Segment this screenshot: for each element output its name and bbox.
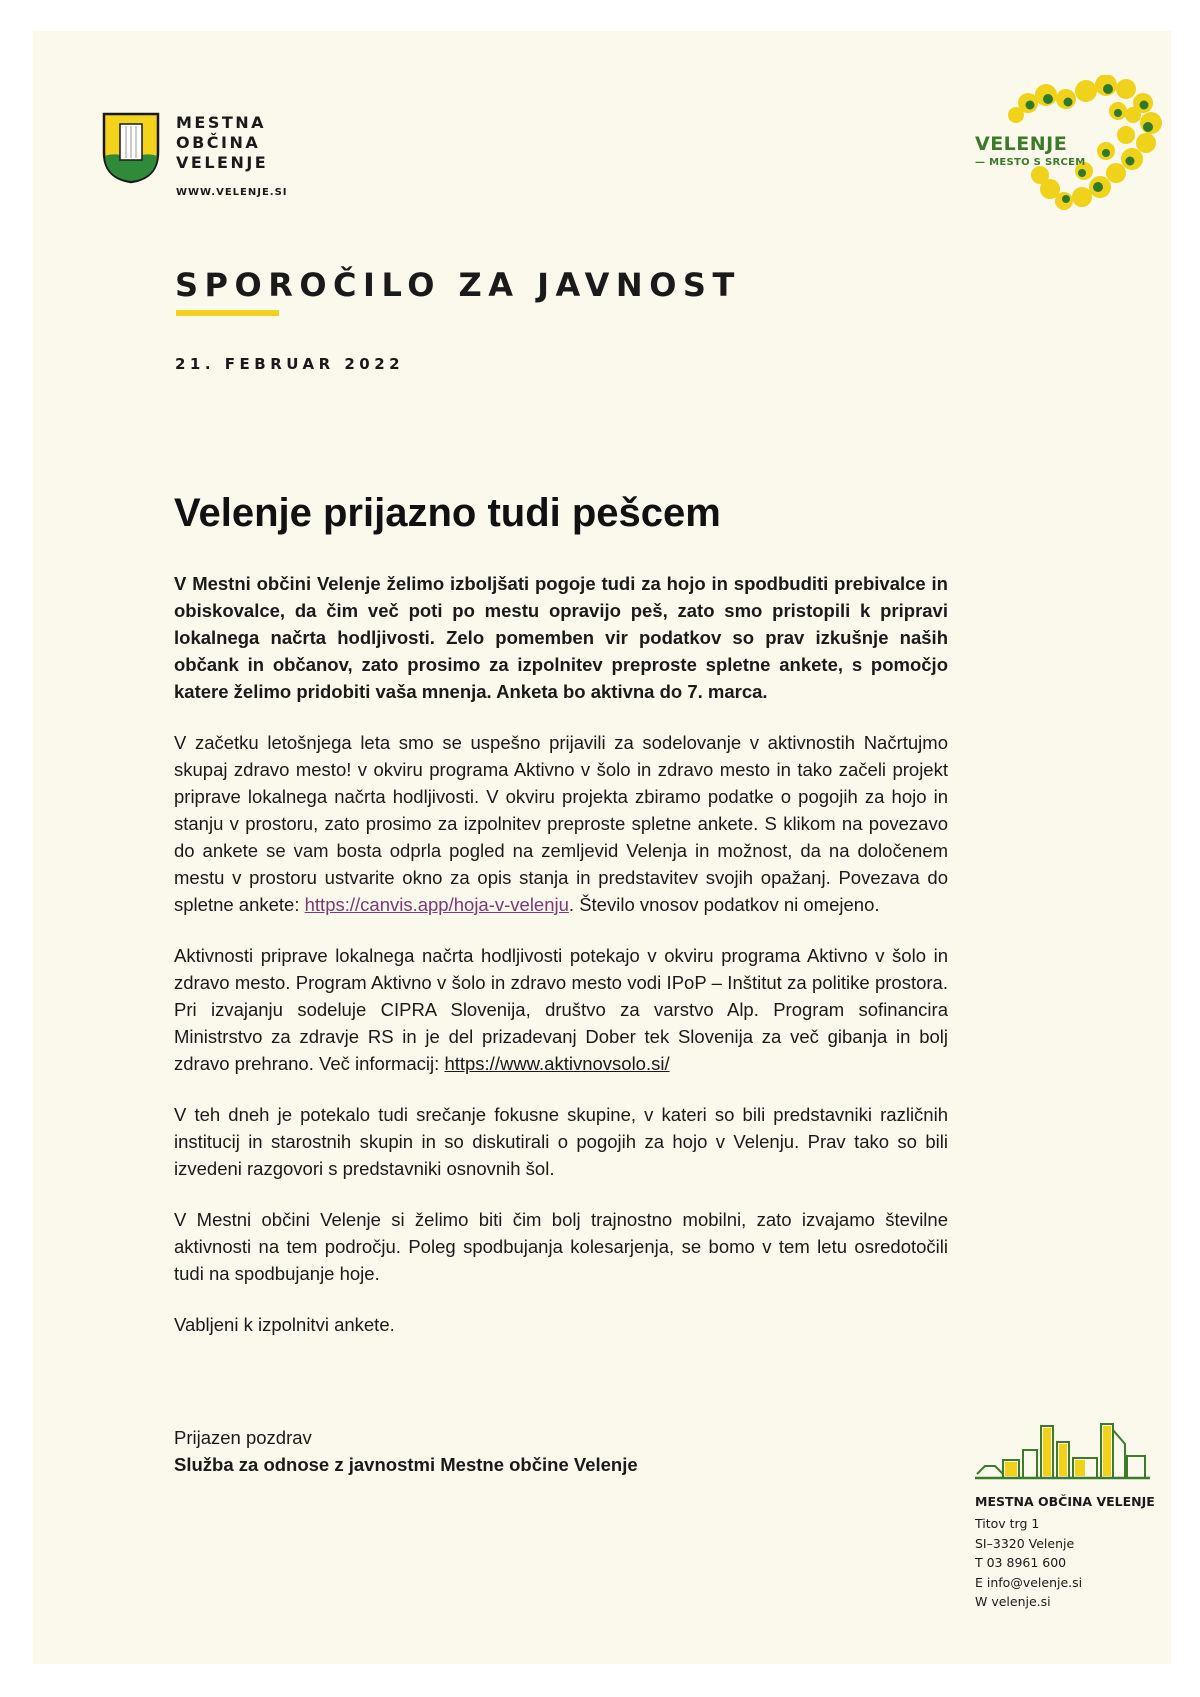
- org-name-line-2: OBČINA: [176, 133, 261, 152]
- city-logo-slogan: — MESTO S SRCEM: [975, 157, 1086, 168]
- org-name: [176, 113, 268, 173]
- page-title: Velenje prijazno tudi pešcem: [174, 491, 721, 535]
- body-text: [174, 570, 948, 1362]
- program-link[interactable]: https://www.aktivnovsolo.si/: [444, 1053, 670, 1074]
- footer-phone: T 03 8961 600: [975, 1555, 1067, 1570]
- city-skyline-icon: [975, 1420, 1150, 1482]
- paragraph-1-text: V začetku letošnjega leta smo se uspešno prijavili za sodelovanje v aktivnostih Načrtujmo skupaj zdravo mesto! v okviru programa Aktivno v šolo in zdravo mesto in tako začeli projekt priprave lokalnega načrta hodljivosti. V okviru projekta zbiramo podatke o pogojih za hojo in stanju v prostoru, zato prosimo za izpolnitev preproste spletne ankete. S klikom na povezavo do ankete se vam bosta odprla pogled na zemljevid Velenja in možnost, da na določenem mestu v prostoru ustvarite okno za opis stanja in predstavitev svojih opažanj. Povezava do spletne ankete:: [174, 732, 948, 915]
- footer-address: [975, 1514, 1082, 1612]
- paragraph-3: V teh dneh je potekalo tudi srečanje fokusne skupine, v kateri so bili predstavniki različnih institucij in starostnih skupin in so diskutirali o pogojih za hojo v Velenju. Prav tako so bili izvedeni razgovori s predstavniki osnovnih šol.: [174, 1104, 948, 1179]
- footer-street: Titov trg 1: [975, 1516, 1040, 1531]
- footer-postcode: SI–3320 Velenje: [975, 1535, 1075, 1551]
- document-date: 21. FEBRUAR 2022: [175, 355, 405, 373]
- paragraph-1-after: . Število vnosov podatkov ni omejeno.: [568, 894, 880, 915]
- footer-email[interactable]: E info@velenje.si: [975, 1574, 1083, 1590]
- paragraph-2-text: Aktivnosti priprave lokalnega načrta hodljivosti potekajo v okviru programa Aktivno v šolo in zdravo mesto. Program Aktivno v šolo in zdravo mesto vodi IPoP – Inštitut za politike prostora. Pri izvajanju sodeluje CIPRA Slovenija, društvo za varstvo Alp. Program sofinancira Ministrstvo za zdravje RS in je del prizadevanj Dober tek Slovenija za več gibanja in bolj zdravo prehrano. Več informacij:: [174, 945, 948, 1074]
- municipal-crest-icon: [102, 112, 160, 184]
- greeting: Prijazen pozdrav: [174, 1427, 312, 1448]
- org-name-line-1: MESTNA: [176, 113, 267, 132]
- org-url[interactable]: WWW.VELENJE.SI: [176, 187, 288, 198]
- footer-org-name: MESTNA OBČINA VELENJE: [975, 1494, 1155, 1509]
- paragraph-1: [174, 729, 948, 918]
- lead-paragraph: V Mestni občini Velenje želimo izboljšati pogoje tudi za hojo in spodbuditi prebivalce in obiskovalce, da čim več poti po mestu opravijo peš, zato smo pristopili k pripravi lokalnega načrta hodljivosti. Zelo pomemben vir podatkov so prav izkušnje naših občank in občanov, zato prosimo za izpolnitev preproste spletne ankete, s pomočjo katere želimo pridobiti vaša mnenja. Anketa bo aktivna do 7. marca.: [174, 573, 948, 702]
- footer-web[interactable]: W velenje.si: [975, 1594, 1051, 1609]
- paragraph-4: V Mestni občini Velenje si želimo biti čim bolj trajnostno mobilni, zato izvajamo številne aktivnosti na tem področju. Poleg spodbujanja kolesarjenja, se bomo v tem letu osredotočili tudi na spodbujanje hoje.: [174, 1209, 948, 1284]
- paragraph-5: Vabljeni k izpolnitvi ankete.: [174, 1314, 395, 1335]
- org-name-line-3: VELENJE: [176, 153, 269, 172]
- city-logo-name: VELENJE: [975, 133, 1068, 155]
- heading-underline: [176, 310, 279, 316]
- closing: [174, 1424, 638, 1478]
- survey-link[interactable]: https://canvis.app/hoja-v-velenju: [304, 894, 569, 915]
- paragraph-2: [174, 942, 948, 1077]
- document-type: SPOROČILO ZA JAVNOST: [175, 266, 741, 304]
- signature: Služba za odnose z javnostmi Mestne občine Velenje: [174, 1454, 638, 1475]
